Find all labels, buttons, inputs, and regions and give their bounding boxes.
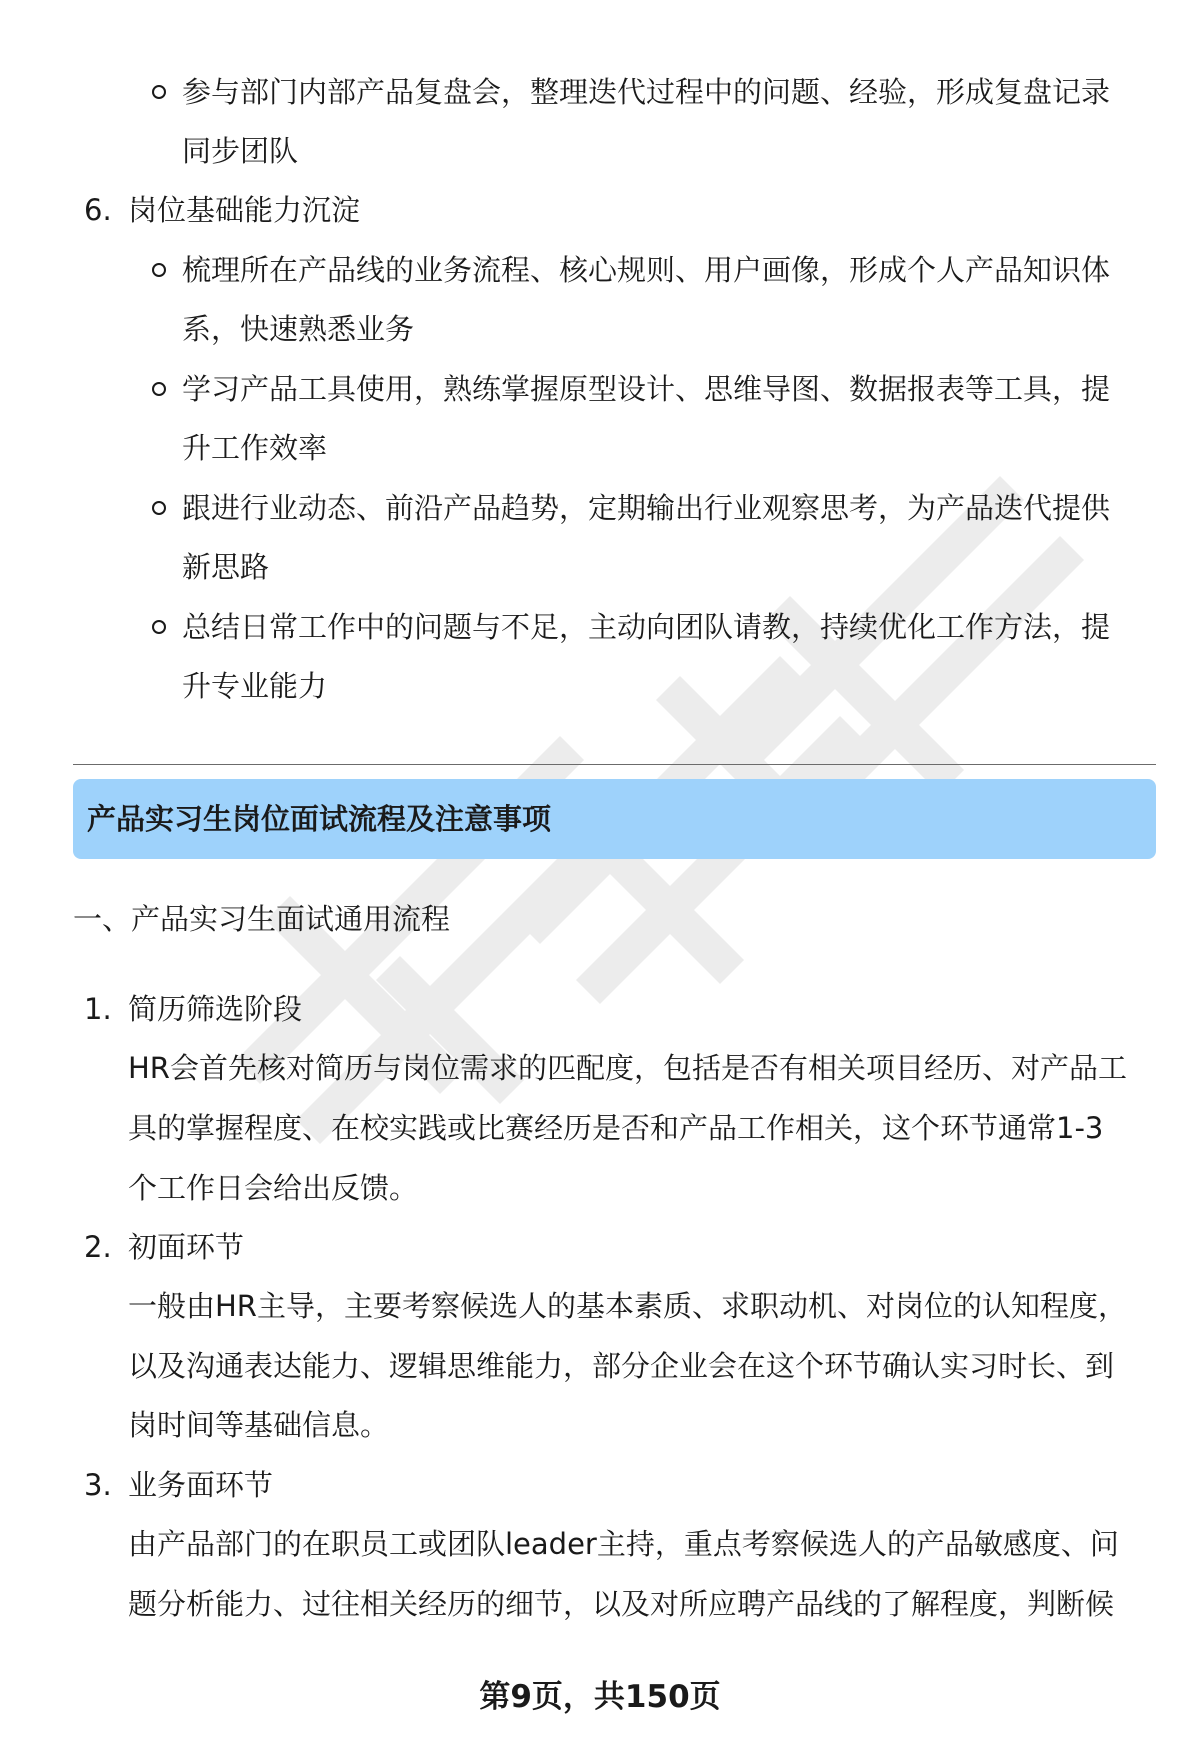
bullet-icon — [152, 85, 166, 99]
bullet-text: 学习产品工具使用，熟练掌握原型设计、思维导图、数据报表等工具，提 — [182, 372, 1111, 406]
list-number: 2. — [84, 1230, 112, 1264]
bullet-icon — [152, 263, 166, 277]
bullet-icon — [152, 620, 166, 634]
bullet-text-continued: 同步团队 — [182, 134, 299, 168]
step-title: 简历筛选阶段 — [128, 992, 303, 1026]
bullet-text: 跟进行业动态、前沿产品趋势，定期输出行业观察思考，为产品迭代提供 — [182, 491, 1111, 525]
list-number: 3. — [84, 1468, 112, 1502]
section-subheading: 一、产品实习生面试通用流程 — [73, 902, 451, 936]
bullet-icon — [152, 382, 166, 396]
bullet-icon — [152, 501, 166, 515]
step-body-line: 题分析能力、过往相关经历的细节，以及对所应聘产品线的了解程度，判断候 — [128, 1587, 1115, 1621]
step-body-line: HR会首先核对简历与岗位需求的匹配度，包括是否有相关项目经历、对产品工 — [128, 1051, 1127, 1085]
step-body-line: 以及沟通表达能力、逻辑思维能力，部分企业会在这个环节确认实习时长、到 — [128, 1349, 1115, 1383]
list-number: 1. — [84, 992, 112, 1026]
list-number: 6. — [84, 193, 112, 227]
step-body-line: 由产品部门的在职员工或团队leader主持，重点考察候选人的产品敏感度、问 — [128, 1527, 1119, 1561]
step-title: 初面环节 — [128, 1230, 245, 1264]
section-banner — [73, 779, 1156, 859]
list-item-title: 岗位基础能力沉淀 — [128, 193, 361, 227]
bullet-text: 参与部门内部产品复盘会，整理迭代过程中的问题、经验，形成复盘记录 — [182, 75, 1111, 109]
step-body-line: 具的掌握程度、在校实践或比赛经历是否和产品工作相关，这个环节通常1-3 — [128, 1111, 1104, 1145]
step-body-line: 岗时间等基础信息。 — [128, 1408, 390, 1442]
bullet-text-continued: 系，快速熟悉业务 — [182, 312, 415, 346]
bullet-text-continued: 升专业能力 — [182, 669, 328, 703]
bullet-text: 梳理所在产品线的业务流程、核心规则、用户画像，形成个人产品知识体 — [182, 253, 1111, 287]
step-title: 业务面环节 — [128, 1468, 274, 1502]
bullet-text-continued: 升工作效率 — [182, 431, 328, 465]
horizontal-divider — [73, 764, 1156, 765]
bullet-text: 总结日常工作中的问题与不足，主动向团队请教，持续优化工作方法，提 — [182, 610, 1111, 644]
bullet-text-continued: 新思路 — [182, 550, 270, 584]
page-number: 第9页，共150页 — [479, 1679, 721, 1715]
step-body-line: 一般由HR主导，主要考察候选人的基本素质、求职动机、对岗位的认知程度， — [128, 1289, 1127, 1323]
section-banner-title: 产品实习生岗位面试流程及注意事项 — [87, 802, 552, 836]
step-body-line: 个工作日会给出反馈。 — [128, 1171, 419, 1205]
